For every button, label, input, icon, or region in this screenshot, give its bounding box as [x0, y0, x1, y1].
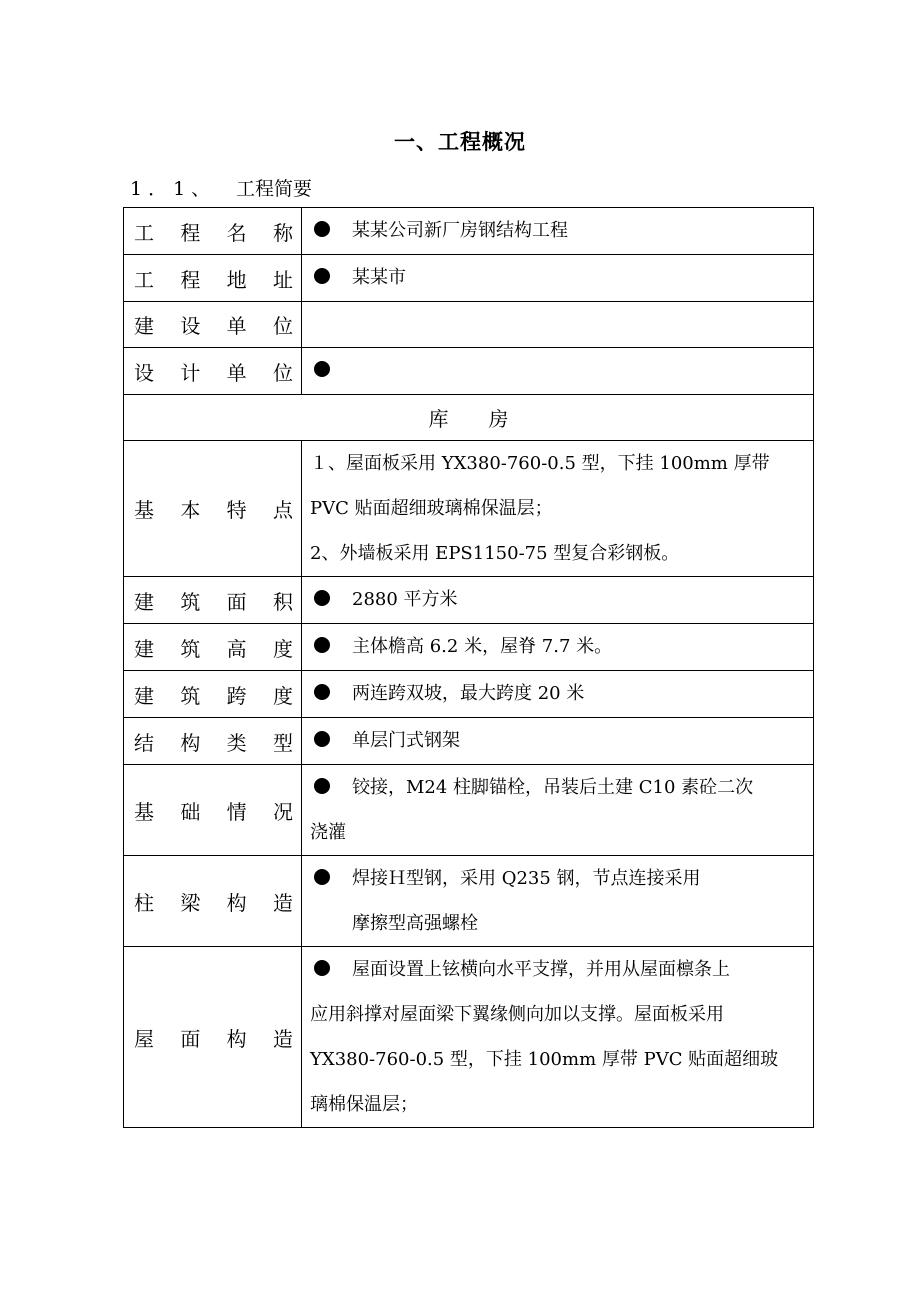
- row-label: 屋 面 构 造: [124, 947, 302, 1128]
- row-value: [302, 255, 814, 302]
- text-line: 璃棉保温层；: [310, 1094, 418, 1115]
- table-row: [124, 302, 814, 348]
- text-line: 铰接，M24 柱脚锚栓，吊装后土建 C10 素砼二次: [310, 765, 809, 810]
- table-row: [124, 255, 814, 302]
- row-value: [302, 624, 814, 671]
- row-value: [302, 348, 814, 395]
- row-label: 基 本 特 点: [124, 441, 302, 577]
- bullet-icon: [314, 590, 330, 606]
- project-overview-table: [123, 207, 814, 1128]
- bullet-icon: [314, 361, 330, 377]
- table-row: [124, 947, 814, 1128]
- text-line: PVC 贴面超细玻璃棉保温层；: [310, 498, 553, 519]
- row-value: [302, 947, 814, 1128]
- row-label: 建 设 单 位: [124, 302, 302, 348]
- area-value: 2880 平方米: [352, 589, 458, 610]
- table-row: [124, 208, 814, 255]
- row-value: [302, 208, 814, 255]
- row-label: 基 础 情 况: [124, 765, 302, 856]
- row-label: 建 筑 跨 度: [124, 671, 302, 718]
- page-title: 一、工程概况: [394, 130, 526, 154]
- row-label: 柱 梁 构 造: [124, 856, 302, 947]
- row-label: 设 计 单 位: [124, 348, 302, 395]
- bullet-icon: [314, 960, 330, 976]
- project-name: 某某公司新厂房钢结构工程: [352, 220, 568, 241]
- row-value: [302, 441, 814, 577]
- row-value: [302, 765, 814, 856]
- bullet-icon: [314, 778, 330, 794]
- bullet-icon: [314, 869, 330, 885]
- row-label: 结 构 类 型: [124, 718, 302, 765]
- row-value: [302, 577, 814, 624]
- bullet-icon: [314, 268, 330, 284]
- table-row: [124, 718, 814, 765]
- table-row: [124, 624, 814, 671]
- section-number: 1．1、: [130, 178, 217, 200]
- row-value: [302, 302, 814, 348]
- bullet-icon: [314, 731, 330, 747]
- text-line: 应用斜撑对屋面梁下翼缘侧向加以支撑。屋面板采用: [310, 1004, 724, 1025]
- row-label: 建 筑 高 度: [124, 624, 302, 671]
- bullet-icon: [314, 221, 330, 237]
- table-row: [124, 765, 814, 856]
- table-row: [124, 441, 814, 577]
- table-row: [124, 577, 814, 624]
- structure-value: 单层门式钢架: [352, 730, 460, 751]
- section-label: 工程简要: [236, 178, 313, 200]
- text-line: 焊接Ｈ型钢，采用 Q235 钢，节点连接采用: [310, 856, 809, 901]
- bullet-icon: [314, 684, 330, 700]
- span-value: 两连跨双坡，最大跨度 20 米: [352, 683, 585, 704]
- row-label: 工 程 地 址: [124, 255, 302, 302]
- bullet-icon: [314, 637, 330, 653]
- height-value: 主体檐高 6.2 米，屋脊 7.7 米。: [352, 636, 613, 657]
- text-line: １、屋面板采用 YX380-760-0.5 型，下挂 100mm 厚带: [310, 453, 770, 474]
- row-value: [302, 671, 814, 718]
- table-row: [124, 395, 814, 441]
- text-line: 2、外墙板采用 EPS1150-75 型复合彩钢板。: [310, 543, 680, 564]
- row-label: 建 筑 面 积: [124, 577, 302, 624]
- row-label: 工 程 名 称: [124, 208, 302, 255]
- text-line: 摩擦型高强螺栓: [352, 913, 478, 934]
- text-line: 屋面设置上铉横向水平支撑，并用从屋面檩条上: [310, 947, 809, 992]
- table-row: [124, 348, 814, 395]
- table-row: [124, 856, 814, 947]
- text-line: YX380-760-0.5 型，下挂 100mm 厚带 PVC 贴面超细玻: [310, 1049, 779, 1070]
- row-value: [302, 718, 814, 765]
- section-header-cell: 库 房: [124, 395, 814, 441]
- project-address: 某某市: [352, 267, 406, 288]
- row-value: [302, 856, 814, 947]
- section-heading: [130, 174, 312, 201]
- table-row: [124, 671, 814, 718]
- text-line: 浇灌: [310, 822, 346, 843]
